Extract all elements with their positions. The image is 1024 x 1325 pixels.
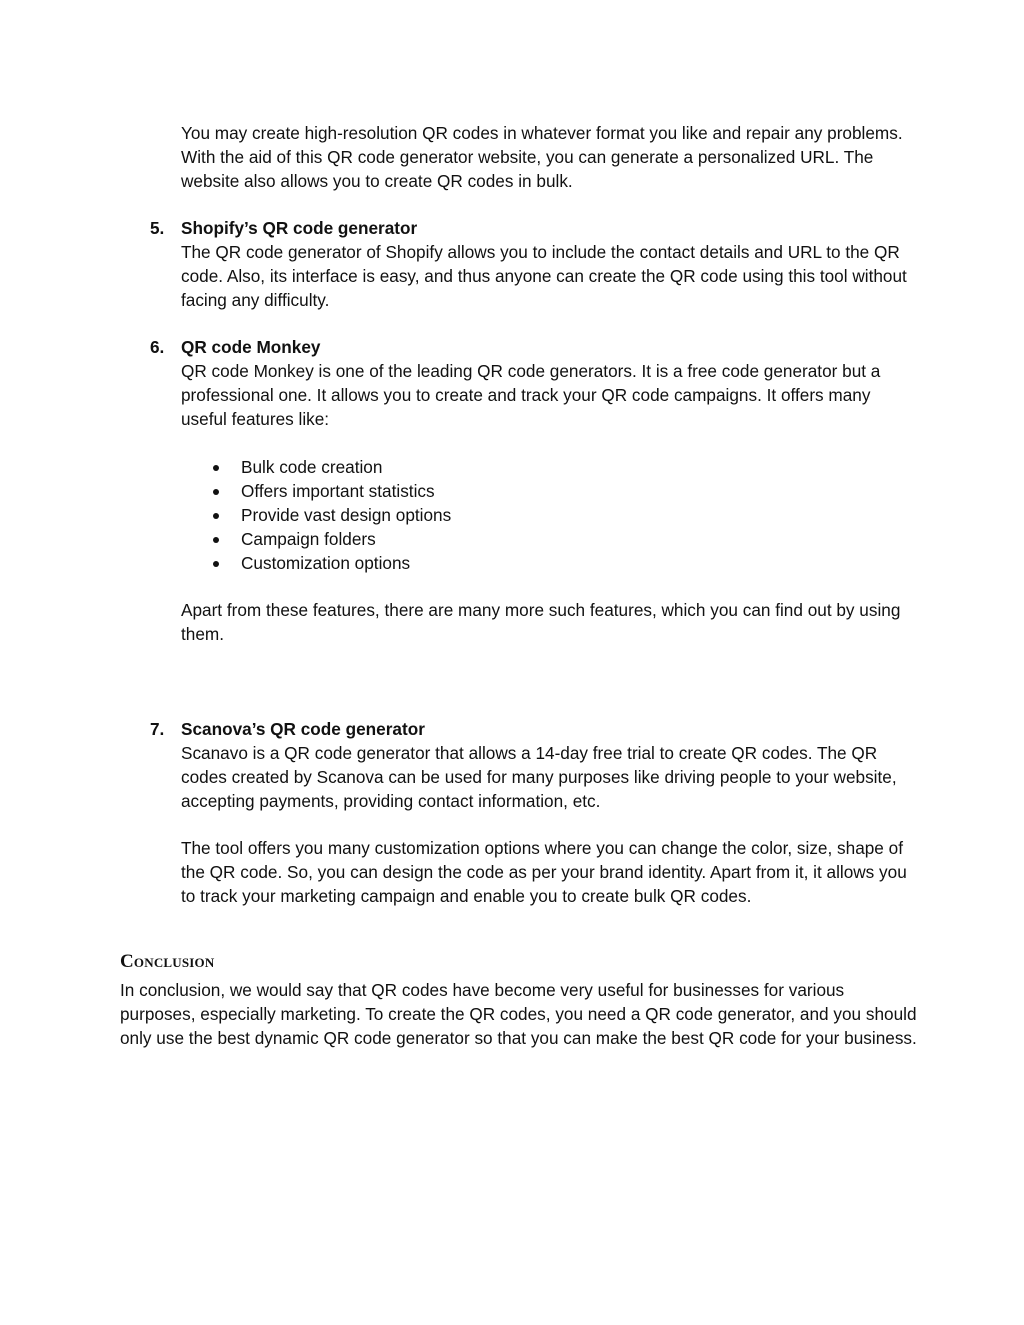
bullet-item: Campaign folders	[181, 527, 451, 551]
item-title: Shopify’s QR code generator	[181, 218, 418, 238]
item-number: 6.	[150, 337, 165, 357]
item-number: 7.	[150, 719, 165, 739]
intro-paragraph: You may create high-resolution QR codes in whatever format you like and repair any problems. With the aid of this QR code generator website, you can generate a personalized URL. The website also allows you to create QR codes in bulk.	[181, 123, 903, 191]
bullet-icon	[213, 465, 219, 471]
item-title: QR code Monkey	[181, 337, 321, 357]
bullet-icon	[213, 561, 219, 567]
item-number: 5.	[150, 218, 165, 238]
conclusion-heading: Conclusion	[120, 951, 215, 972]
conclusion-paragraph: In conclusion, we would say that QR codes have become very useful for businesses for various purposes, especially marketing. To create the QR codes, you need a QR code generator, and you should only use the best dynamic QR code generator so that you can make the best QR code for your business.	[120, 980, 917, 1048]
bullet-item: Provide vast design options	[181, 503, 451, 527]
item-title: Scanova’s QR code generator	[181, 719, 425, 739]
item-description: The QR code generator of Shopify allows you to include the contact details and URL to the QR code. Also, its interface is easy, and thus anyone can create the QR code using this tool without facing any difficulty.	[181, 242, 907, 310]
features-followup-paragraph: Apart from these features, there are many more such features, which you can find out by using them.	[181, 600, 901, 644]
features-bullet-list	[181, 455, 451, 575]
bullet-item: Offers important statistics	[181, 479, 451, 503]
bullet-icon	[213, 537, 219, 543]
bullet-item: Customization options	[181, 551, 451, 575]
item-description: QR code Monkey is one of the leading QR code generators. It is a free code generator but a professional one. It allows you to create and track your QR code campaigns. It offers many useful features like:	[181, 361, 881, 429]
bullet-icon	[213, 489, 219, 495]
item-description: Scanavo is a QR code generator that allows a 14-day free trial to create QR codes. The QR codes created by Scanova can be used for many purposes like driving people to your website, accepting payments, providing contact information, etc.	[181, 743, 897, 811]
bullet-item: Bulk code creation	[181, 455, 451, 479]
bullet-icon	[213, 513, 219, 519]
scanova-second-paragraph: The tool offers you many customization options where you can change the color, size, shape of the QR code. So, you can design the code as per your brand identity. Apart from it, it allows you to track your marketing campaign and enable you to create bulk QR codes.	[181, 838, 907, 906]
